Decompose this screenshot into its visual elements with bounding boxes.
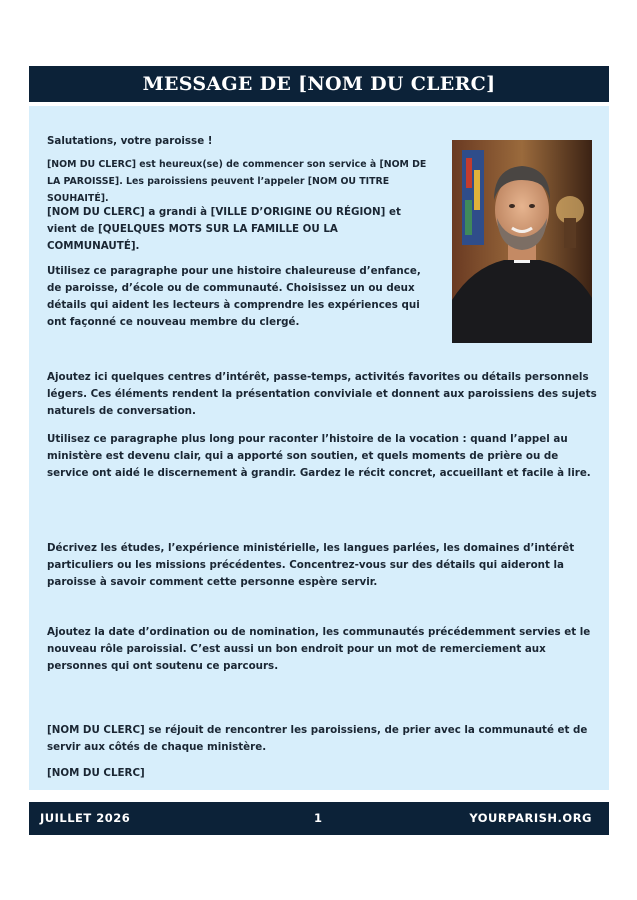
signature: [NOM DU CLERC] xyxy=(47,767,145,779)
childhood-paragraph: Utilisez ce paragraphe pour une histoire chaleureuse d’enfance, de paroisse, d’école ou de communauté. Choisissez un ou deux détails qui aident les lecteurs à comprendre les expériences qui ont façonné ce nouveau membre du clergé. xyxy=(47,265,421,328)
ordination-paragraph: Ajoutez la date d’ordination ou de nomination, les communautés précédemment servies et le nouveau rôle paroissial. C’est aussi un bon endroit pour un mot de remerciement aux personnes qui ont soutenu ce parcours. xyxy=(47,626,591,672)
footer-date: JUILLET 2026 xyxy=(40,811,131,825)
intro-paragraph: [NOM DU CLERC] est heureux(se) de commencer son service à [NOM DE LA PAROISSE]. Les paroissiens peuvent l’appeler [NOM OU TITRE SOUHAITÉ]. xyxy=(47,159,427,204)
clergy-portrait xyxy=(452,140,592,343)
origins-paragraph: [NOM DU CLERC] a grandi à [VILLE D’ORIGINE OU RÉGION] et vient de [QUELQUES MOTS SUR LA FAMILLE OU LA COMMUNAUTÉ]. xyxy=(47,206,401,252)
footer-bar xyxy=(29,802,609,835)
closing-paragraph: [NOM DU CLERC] se réjouit de rencontrer les paroissiens, de prier avec la communauté et de servir aux côtés de chaque ministère. xyxy=(47,724,588,753)
footer-website: YOURPARISH.ORG xyxy=(469,811,592,825)
education-paragraph: Décrivez les études, l’expérience ministérielle, les langues parlées, les domaines d’intérêt particuliers ou les missions précédentes. Concentrez-vous sur des détails qui aideront la paroisse à savoir comment cette personne espère servir. xyxy=(47,542,575,588)
header-banner xyxy=(29,66,609,102)
greeting: Salutations, votre paroisse ! xyxy=(47,135,213,147)
page-title: MESSAGE DE [NOM DU CLERC] xyxy=(142,73,496,95)
footer-page-number: 1 xyxy=(314,811,323,825)
vocation-paragraph: Utilisez ce paragraphe plus long pour raconter l’histoire de la vocation : quand l’appel au ministère est devenu clair, qui a apporté son soutien, et quels moments de prière ou de service ont aidé le discernement à grandir. Gardez le récit concret, accueillant et facile à lire. xyxy=(47,433,591,479)
interests-paragraph: Ajoutez ici quelques centres d’intérêt, passe-temps, activités favorites ou détails personnels légers. Ces éléments rendent la présentation conviviale et donnent aux paroissiens des sujets naturels de conversation. xyxy=(47,371,597,417)
